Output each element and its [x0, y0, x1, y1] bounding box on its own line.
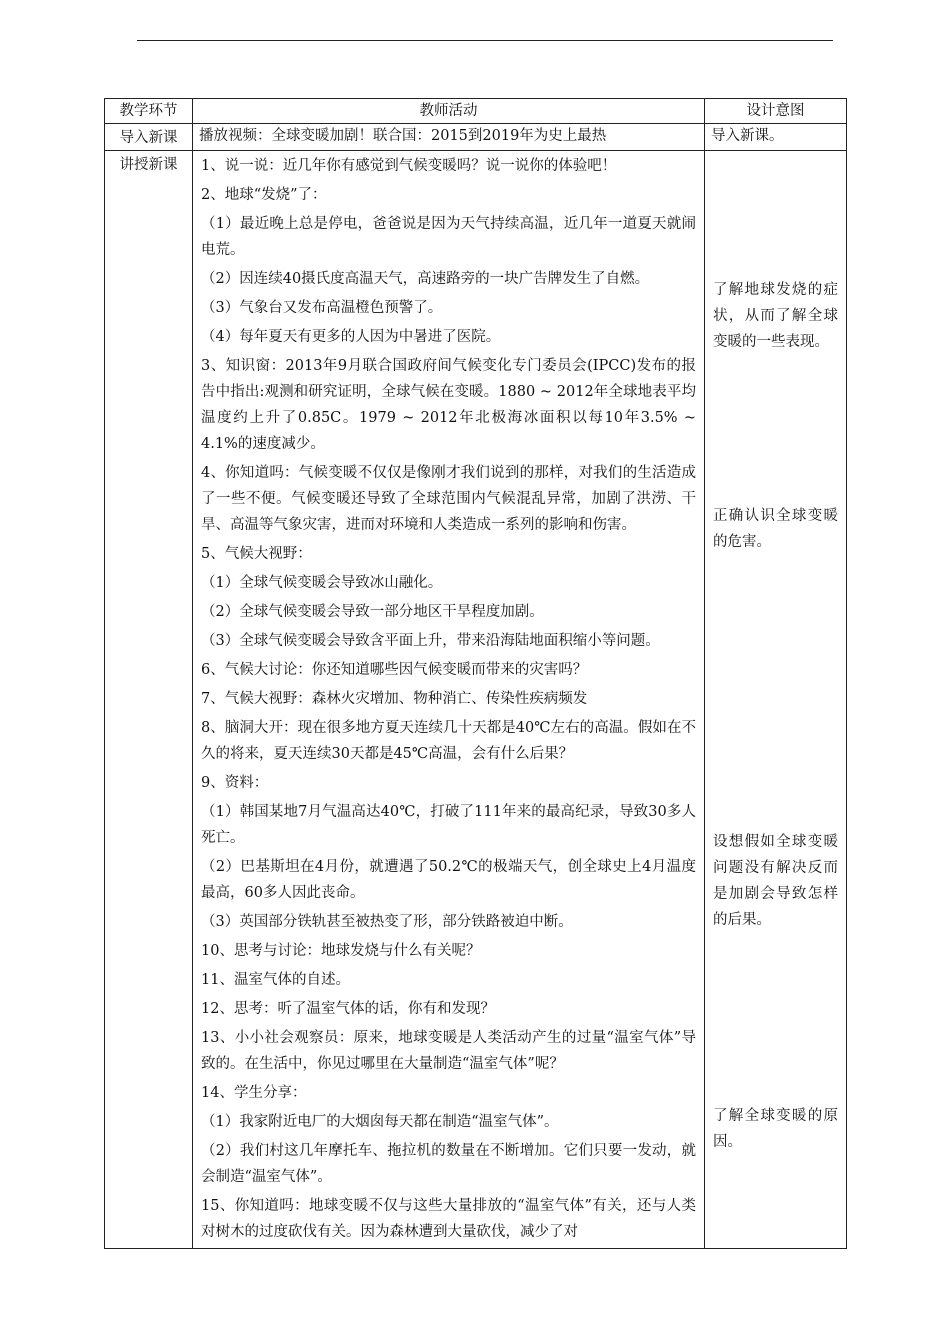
activity-item: （3）全球气候变暖会导致含平面上升，带来沿海陆地面积缩小等问题。 [201, 633, 660, 649]
activity-item: （2）因连续40摄氏度高温天气，高速路旁的一块广告牌发生了自燃。 [201, 271, 650, 287]
activity-item: 11、温室气体的自述。 [201, 972, 350, 988]
activity-item: 7、气候大视野：森林火灾增加、物种消亡、传染性疾病频发 [201, 691, 588, 707]
activity-item: 8、脑洞大开：现在很多地方夏天连续几十天都是40℃左右的高温。假如在不久的将来，夏天连续30天都是45℃高温，会有什么后果？ [201, 720, 696, 762]
lecture-activity [193, 151, 705, 1249]
lecture-stage: 讲授新课 [105, 151, 193, 1249]
activity-item: 14、学生分享： [201, 1085, 307, 1101]
activity-item: （1）全球气候变暖会导致冰山融化。 [201, 575, 443, 591]
activity-item: 13、小小社会观察员：原来，地球变暖是人类活动产生的过量“温室气体”导致的。在生活中，你见过哪里在大量制造“温室气体”呢？ [201, 1030, 696, 1072]
intro-activity: 播放视频：全球变暖加剧！联合国：2015到2019年为史上最热 [193, 124, 705, 151]
lecture-intent [705, 151, 847, 1249]
activity-item: （2）全球气候变暖会导致一部分地区干旱程度加剧。 [201, 604, 544, 620]
intro-stage: 导入新课 [105, 124, 193, 151]
activity-item: （3）气象台又发布高温橙色预警了。 [201, 300, 443, 316]
activity-item: 10、思考与讨论：地球发烧与什么有关呢？ [201, 943, 481, 959]
intent-note: 设想假如全球变暖问题没有解决反而是加剧会导致怎样的后果。 [713, 834, 838, 928]
intent-note: 了解地球发烧的症状，从而了解全球变暖的一些表现。 [713, 282, 838, 350]
intent-note: 正确认识全球变暖的危害。 [713, 508, 838, 550]
activity-item: 2、地球“发烧”了： [201, 187, 327, 203]
activity-item: （1）我家附近电厂的大烟囱每天都在制造“温室气体”。 [201, 1114, 559, 1130]
activity-item: 5、气候大视野： [201, 546, 312, 562]
activity-item: 6、气候大讨论：你还知道哪些因气候变暖而带来的灾害吗？ [201, 662, 588, 678]
intro-intent: 导入新课。 [705, 124, 847, 151]
activity-item: （1）韩国某地7月气温高达40℃，打破了111年来的最高纪录，导致30多人死亡。 [201, 804, 696, 846]
header-rule [137, 40, 833, 41]
header-row [105, 99, 847, 124]
activity-item: 9、资料： [201, 775, 269, 791]
activity-item: 15、你知道吗：地球变暖不仅与这些大量排放的“温室气体”有关，还与人类对树木的过度砍伐有关。因为森林遭到大量砍伐，减少了对 [201, 1198, 696, 1240]
activity-item: （2）巴基斯坦在4月份，就遭遇了50.2℃的极端天气，创全球史上4月温度最高，60多人因此丧命。 [201, 859, 696, 901]
header-stage: 教学环节 [105, 99, 193, 124]
intro-row [105, 124, 847, 151]
activity-item: 3、知识窗：2013年9月联合国政府间气候变化专门委员会(IPCC)发布的报告中指出:观测和研究证明，全球气候在变暖。1880 ~ 2012年全球地表平均温度约上升了0.85C。1979 ~ 2012年北极海冰面积以每10年3.5% ~ 4.1%的速度减少。 [201, 358, 696, 452]
activity-item: 4、你知道吗：气候变暖不仅仅是像刚才我们说到的那样，对我们的生活造成了一些不便。气候变暖还导致了全球范围内气候混乱异常，加剧了洪涝、干旱、高温等气象灾害，进而对环境和人类造成一系列的影响和伤害。 [201, 465, 696, 533]
lecture-row [105, 151, 847, 1249]
header-intent: 设计意图 [705, 99, 847, 124]
lesson-plan-table [104, 98, 847, 1249]
activity-item: （1）最近晚上总是停电，爸爸说是因为天气持续高温，近几年一道夏天就闹电荒。 [201, 216, 696, 258]
activity-item: （2）我们村这几年摩托车、拖拉机的数量在不断增加。它们只要一发动，就会制造“温室气体”。 [201, 1143, 696, 1185]
activity-item: 1、说一说：近几年你有感觉到气候变暖吗？说一说你的体验吧！ [201, 158, 617, 174]
activity-item: （4）每年夏天有更多的人因为中暑进了医院。 [201, 329, 501, 345]
header-activity: 教师活动 [193, 99, 705, 124]
activity-item: （3）英国部分铁轨甚至被热变了形，部分铁路被迫中断。 [201, 914, 573, 930]
intent-note: 了解全球变暖的原因。 [713, 1108, 838, 1150]
activity-item: 12、思考：听了温室气体的话，你有和发现？ [201, 1001, 495, 1017]
